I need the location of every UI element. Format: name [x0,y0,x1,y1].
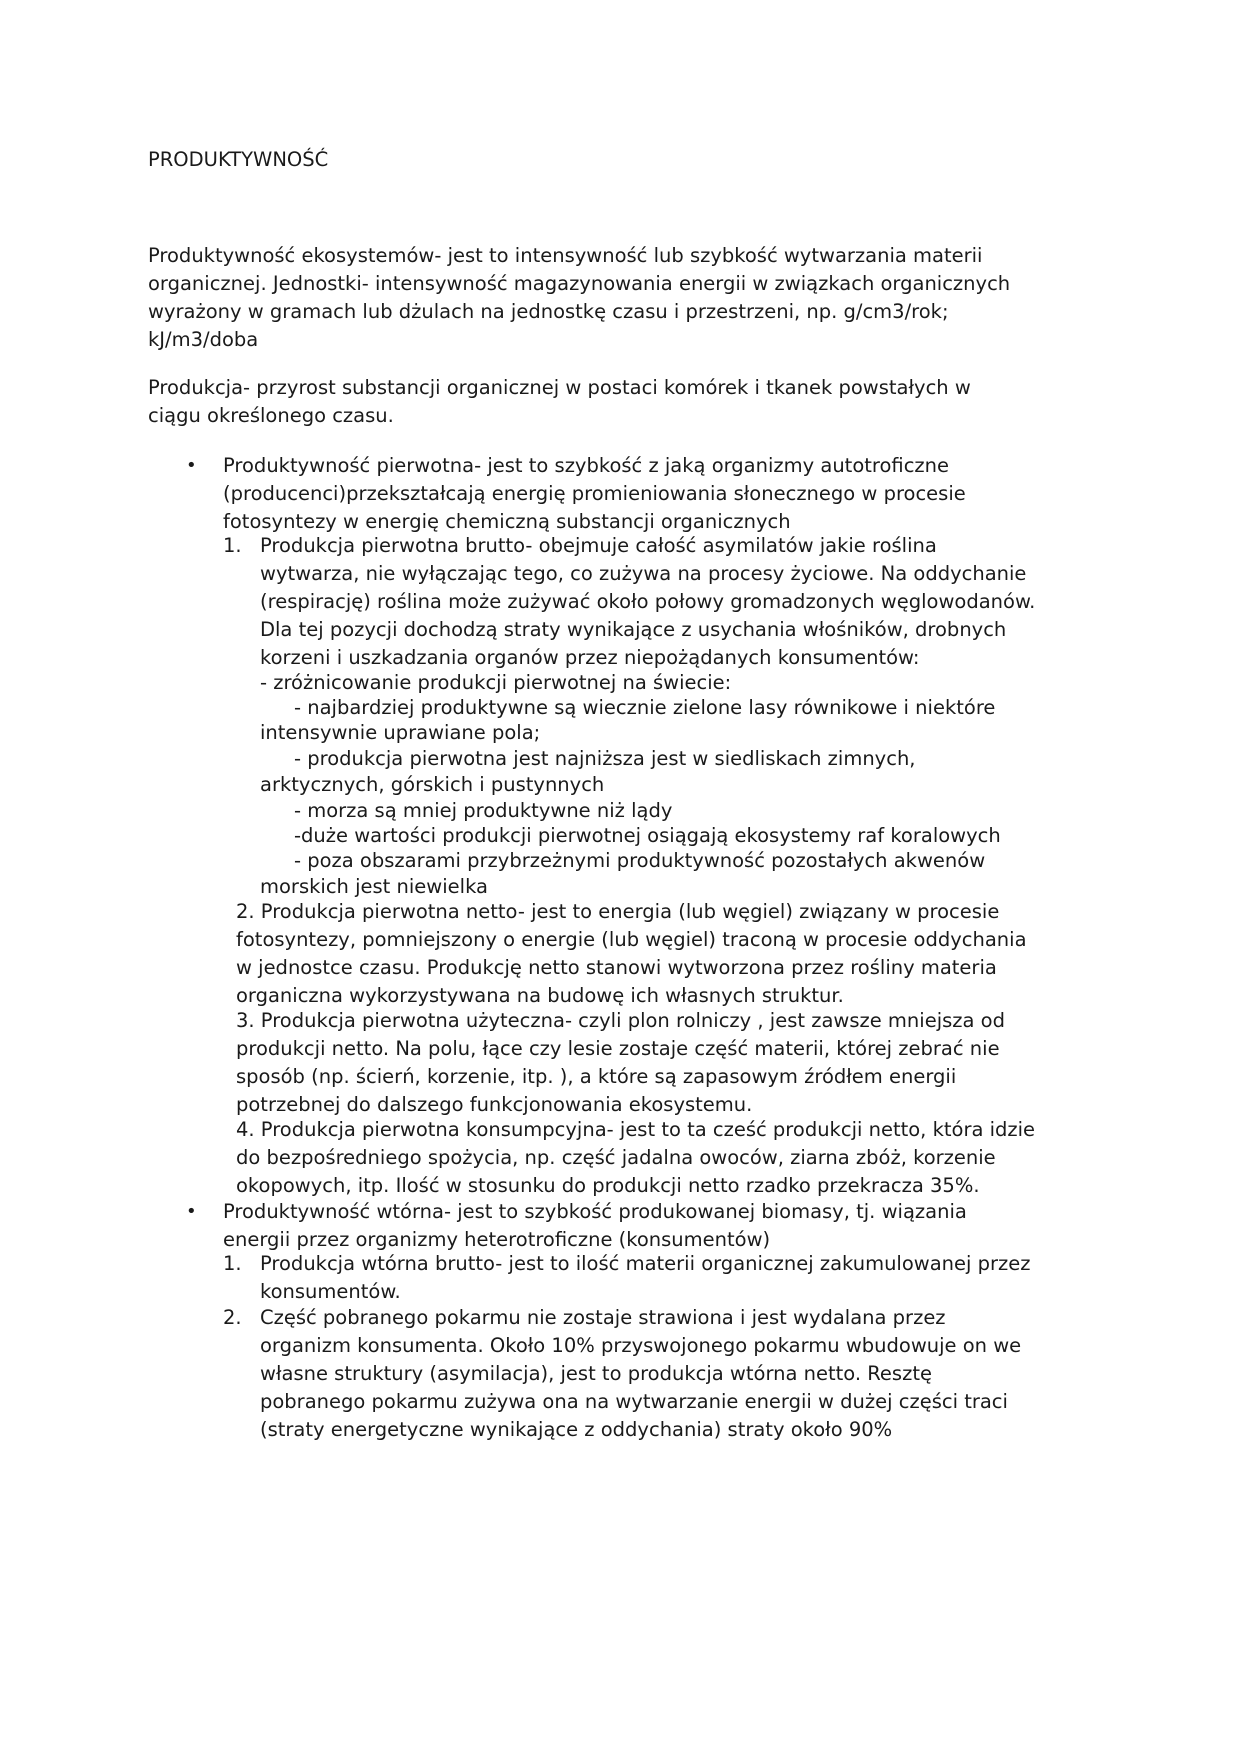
list-item-line: 3. Produkcja pierwotna użyteczna- czyli plon rolniczy , jest zawsze mniejsza od [236,1009,1005,1032]
list-item-line: pobranego pokarmu zużywa ona na wytwarzanie energii w dużej części traci [260,1390,1008,1413]
subpoint-line: - poza obszarami przybrzeżnymi produktywność pozostałych akwenów [294,849,986,872]
subpoint-line: morskich jest niewielka [260,875,488,898]
list-item-line: wytwarza, nie wyłączając tego, co zużywa na procesy życiowe. Na oddychanie [260,562,1027,585]
subpoint-line: arktycznych, górskich i pustynnych [260,773,605,796]
list-number: 2. [223,1306,242,1329]
subpoint-line: - morza są mniej produktywne niż lądy [294,799,673,822]
subpoint-line: intensywnie uprawiane pola; [260,721,541,744]
list-item-line: potrzebnej do dalszego funkcjonowania ekosystemu. [236,1093,753,1116]
subpoint-line: - zróżnicowanie produkcji pierwotnej na świecie: [260,671,732,694]
bullet-marker: • [186,1201,197,1222]
subpoint-line: - produkcja pierwotna jest najniższa jest w siedliskach zimnych, [294,747,916,770]
list-number: 1. [223,534,242,557]
list-item-line: korzeni i uszkadzania organów przez niepożądanych konsumentów: [260,646,920,669]
bullet-marker: • [186,455,197,476]
list-item-line: własne struktury (asymilacja), jest to produkcja wtórna netto. Resztę [260,1362,932,1385]
subpoint-line: - najbardziej produktywne są wiecznie zielone lasy równikowe i niektóre [294,696,996,719]
list-item-line: Produkcja pierwotna brutto- obejmuje całość asymilatów jakie roślina [260,534,937,557]
list-number: 1. [223,1252,242,1275]
list-item-line: konsumentów. [260,1280,401,1303]
document-title: PRODUKTYWNOŚĆ [148,148,329,171]
list-item-line: Dla tej pozycji dochodzą straty wynikające z usychania włośników, drobnych [260,618,1007,641]
bullet-text-line: Produktywność wtórna- jest to szybkość produkowanej biomasy, tj. wiązania [223,1200,967,1223]
list-item-line: Produkcja wtórna brutto- jest to ilość materii organicznej zakumulowanej przez [260,1252,1031,1275]
paragraph-line: Produkcja- przyrost substancji organicznej w postaci komórek i tkanek powstałych w [148,376,971,399]
bullet-text-line: (producenci)przekształcają energię promieniowania słonecznego w procesie [223,482,966,505]
list-item-line: (straty energetyczne wynikające z oddychania) straty około 90% [260,1418,893,1441]
bullet-text-line: fotosyntezy w energię chemiczną substancji organicznych [223,510,791,533]
paragraph-line: kJ/m3/doba [148,328,259,351]
list-item-line: (respirację) roślina może zużywać około połowy gromadzonych węglowodanów. [260,590,1036,613]
list-item-line: organizm konsumenta. Około 10% przyswojonego pokarmu wbudowuje on we [260,1334,1022,1357]
paragraph-line: Produktywność ekosystemów- jest to intensywność lub szybkość wytwarzania materii [148,244,983,267]
list-item-line: w jednostce czasu. Produkcję netto stanowi wytworzona przez rośliny materia [236,956,997,979]
list-item-line: sposób (np. ścierń, korzenie, itp. ), a które są zapasowym źródłem energii [236,1065,957,1088]
list-item-line: 4. Produkcja pierwotna konsumpcyjna- jest to ta cześć produkcji netto, która idzie [236,1118,1036,1141]
paragraph-line: ciągu określonego czasu. [148,404,394,427]
list-item-line: organiczna wykorzystywana na budowę ich własnych struktur. [236,984,844,1007]
bullet-text-line: energii przez organizmy heterotroficzne (konsumentów) [223,1228,771,1251]
list-item-line: okopowych, itp. Ilość w stosunku do produkcji netto rzadko przekracza 35%. [236,1174,980,1197]
paragraph-line: wyrażony w gramach lub dżulach na jednostkę czasu i przestrzeni, np. g/cm3/rok; [148,300,949,323]
list-item-line: 2. Produkcja pierwotna netto- jest to energia (lub węgiel) związany w procesie [236,900,1000,923]
subpoint-line: -duże wartości produkcji pierwotnej osiągają ekosystemy raf koralowych [294,824,1001,847]
list-item-line: produkcji netto. Na polu, łące czy lesie zostaje część materii, której zebrać nie [236,1037,1000,1060]
list-item-line: fotosyntezy, pomniejszony o energie (lub węgiel) traconą w procesie oddychania [236,928,1027,951]
list-item-line: Część pobranego pokarmu nie zostaje strawiona i jest wydalana przez [260,1306,946,1329]
paragraph-line: organicznej. Jednostki- intensywność magazynowania energii w związkach organicznych [148,272,1011,295]
bullet-text-line: Produktywność pierwotna- jest to szybkość z jaką organizmy autotroficzne [223,454,950,477]
list-item-line: do bezpośredniego spożycia, np. część jadalna owoców, ziarna zbóż, korzenie [236,1146,996,1169]
